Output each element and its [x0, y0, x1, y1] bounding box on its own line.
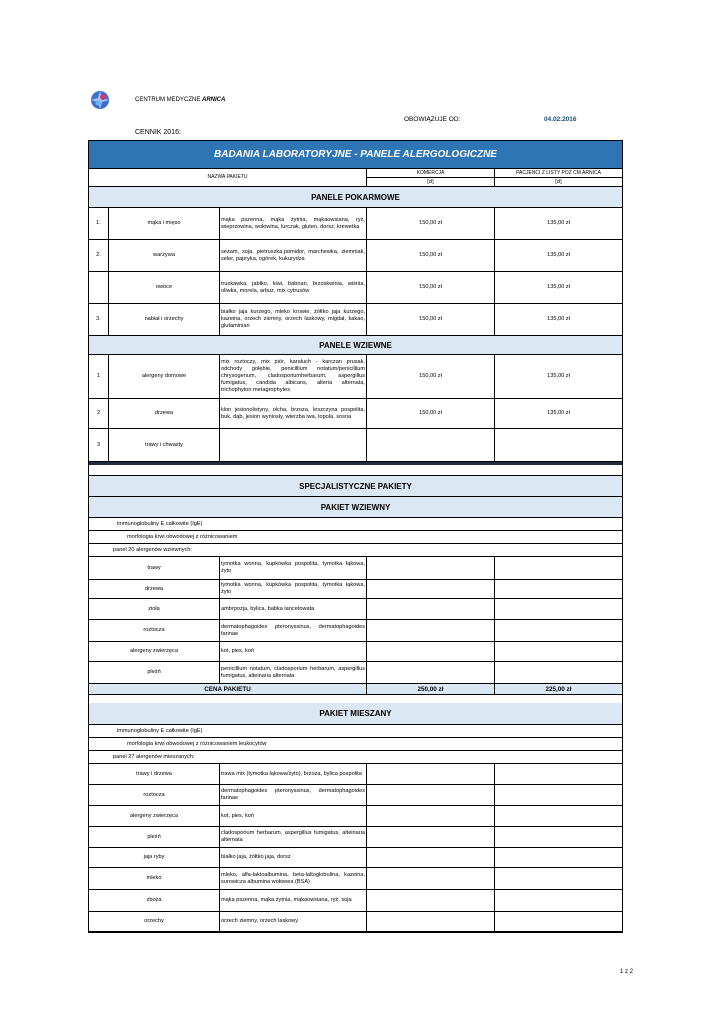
allergen-group: zboża — [89, 890, 220, 912]
price-commercial — [367, 912, 495, 932]
valid-from-label: OBOWIĄZUJE OD: — [404, 116, 461, 123]
allergen-description: trawa mix (tymotka łąkowa/żyto), brzoza, bylica pospolita — [220, 764, 367, 785]
col-package-name: NAZWA PAKIETU — [89, 169, 367, 187]
price-commercial — [367, 642, 495, 662]
panel-description: mix roztoczy, mix piór, karaluch - karczan prusak, odchody gołębie, penicillium notatum/penicillium chrysogenum, cladosporiumherbarum, aspergillus fumigatus, candida albicans, alteria alternata, trichophyton metagrophytes — [220, 355, 367, 399]
allergen-group: roztocza — [89, 785, 220, 806]
allergen-group: pleśń — [89, 827, 220, 848]
price-commercial — [367, 890, 495, 912]
allergen-group: alergeny zwierzęca — [89, 642, 220, 662]
package-line: immunoglobuliny E całkowite (IgE) — [89, 518, 622, 531]
allergen-description: cladosporium herbarum, aspergillus fumigatus, alteinaria alternata — [220, 827, 367, 848]
panel-name: drzewa — [109, 399, 220, 429]
spacer-row — [89, 465, 622, 476]
allergen-group: jaja ryby — [89, 848, 220, 868]
allergen-description: tymotka wonna, kupkówka pospolita, tymotka łąkowa, żyto — [220, 557, 367, 580]
allergen-description: tymotka wonna, kupkówka pospolita, tymotka łąkowa, żyto — [220, 580, 367, 599]
package-price-label: CENA PAKIETU — [89, 684, 367, 695]
allergen-group: pleśń — [89, 662, 220, 684]
package-line: morfologia krwi obwodowej z różnicowaniem — [89, 531, 622, 544]
page-title: BADANIA LABORATORYJNE - PANELE ALERGOLOGICZNE — [89, 141, 622, 169]
allergen-group: mleko — [89, 868, 220, 890]
arnica-logo — [90, 90, 110, 110]
price-patients: 135,00 zł — [495, 304, 622, 336]
allergen-description: kot, pies, koń — [220, 642, 367, 662]
panel-name: mąka i mięso — [109, 208, 220, 240]
inhal-panels-heading: PANELE WZIEWNE — [89, 336, 622, 355]
row-number: 1 — [89, 355, 109, 399]
package-price-commercial: 250,00 zł — [367, 684, 495, 695]
price-patients: 135,00 zł — [495, 355, 622, 399]
package-line: panel 27 alergenów mieszanych: — [89, 751, 622, 764]
price-commercial: 150,00 zł — [367, 272, 495, 304]
col-patients-unit: [zł] — [495, 178, 622, 187]
panel-description: truskawka, jabłko, kiwi, babnan, brzoskwinia, wiśnia, oliwka, morela, arbuz, mix cytrusów — [220, 272, 367, 304]
panel-name: owoce — [109, 272, 220, 304]
price-patients: 135,00 zł — [495, 208, 622, 240]
package-line: panel 20 alergenów wziewnych: — [89, 544, 622, 557]
price-commercial: 150,00 zł — [367, 304, 495, 336]
panel-description: białko jaja kurzego, mleko krowie, żółtko jaja kurzego, kazeina, orzech ziemny, orzech laskowy, migdał, kakao, glutaminian — [220, 304, 367, 336]
panel-description — [220, 429, 367, 462]
allergen-description: mąka pszenna, mąka żytnia, mąkaowsiana, ryż, soja — [220, 890, 367, 912]
package-price-patients: 225,00 zł — [495, 684, 622, 695]
allergen-description: białko jaja, żółtko jaja, dorsz — [220, 848, 367, 868]
price-commercial — [367, 827, 495, 848]
valid-from-date: 04.02.2016 — [544, 116, 577, 123]
price-patients — [495, 868, 622, 890]
price-patients — [495, 912, 622, 932]
panel-name: alergeny domowe — [109, 355, 220, 399]
price-commercial — [367, 662, 495, 684]
panel-name: nabiał i orzechy — [109, 304, 220, 336]
food-panels-heading: PANELE POKARMOWE — [89, 187, 622, 208]
price-patients — [495, 662, 622, 684]
allergen-group: trawy i drzewa — [89, 764, 220, 785]
price-commercial — [367, 764, 495, 785]
price-commercial: 150,00 zł — [367, 399, 495, 429]
panel-description: sezam, soja, pietruszka,pomidor, marchewka, ziemniak, seler, papryka, ogórek, kukurydza — [220, 240, 367, 272]
row-number: 3. — [89, 304, 109, 336]
price-patients — [495, 557, 622, 580]
price-commercial: 150,00 zł — [367, 208, 495, 240]
row-number: 1. — [89, 208, 109, 240]
price-patients: 135,00 zł — [495, 272, 622, 304]
page-number: 1 z 2 — [620, 969, 634, 975]
price-commercial — [367, 620, 495, 642]
price-patients — [495, 620, 622, 642]
price-commercial — [367, 580, 495, 599]
price-list-label: CENNIK 2016: — [135, 129, 181, 136]
allergen-description: dermatophagoides pteronyssinus, dermatophagoides farinae — [220, 785, 367, 806]
price-patients — [495, 642, 622, 662]
price-patients — [495, 827, 622, 848]
col-commercial: KOMERCJA — [367, 169, 495, 178]
price-commercial: 150,00 zł — [367, 355, 495, 399]
row-number: 2. — [89, 240, 109, 272]
price-commercial — [367, 429, 495, 462]
price-patients — [495, 785, 622, 806]
allergen-group: trawy — [89, 557, 220, 580]
row-number: 2 — [89, 399, 109, 429]
package-line: immunoglobuliny E całkowite (IgE) — [89, 725, 622, 738]
price-commercial — [367, 806, 495, 827]
center-name: CENTRUM MEDYCZNE ARNICA — [135, 97, 226, 103]
mixed-package-heading: PAKIET MIESZANY — [89, 703, 622, 725]
panel-description: mąka pszenna, mąka żytnia, mąkaowsiana, ryż, wieprzowina, wołowina, lurczak, gluten, dorsz, krewetka — [220, 208, 367, 240]
price-table — [88, 140, 623, 933]
package-line: morfologia krwi obwodowej z różnicowaniem leukocytów — [89, 738, 622, 751]
panel-name: trawy i chwasty — [109, 429, 220, 462]
price-commercial — [367, 848, 495, 868]
price-patients — [495, 890, 622, 912]
allergen-description: kot, pies, koń — [220, 806, 367, 827]
allergen-description: dermatophagoides pteronyssinus, dermatophagoides farinae — [220, 620, 367, 642]
col-commercial-unit: [zł] — [367, 178, 495, 187]
panel-name: warzywa — [109, 240, 220, 272]
price-patients — [495, 764, 622, 785]
row-number: 3 — [89, 429, 109, 462]
price-commercial — [367, 785, 495, 806]
allergen-description: penicillium notatum, cladosporium herbarum, aspergillus fumigatus, alteinaria alternata — [220, 662, 367, 684]
allergen-description: mleko, alfa-laktoalbumina, beta-laltoglobulina, kazeina, surowicza albumina wołowea (BSA) — [220, 868, 367, 890]
price-patients — [495, 580, 622, 599]
allergen-group: alergeny zwierzęca — [89, 806, 220, 827]
allergen-description: orzech ziemny, orzech laskowy — [220, 912, 367, 932]
price-patients — [495, 429, 622, 462]
allergen-group: roztocza — [89, 620, 220, 642]
row-number — [89, 272, 109, 304]
price-commercial — [367, 599, 495, 620]
special-packages-heading: SPECJALISTYCZNE PAKIETY — [89, 476, 622, 497]
price-commercial — [367, 868, 495, 890]
price-patients — [495, 848, 622, 868]
allergen-group: orzechy — [89, 912, 220, 932]
allergen-group: zioła — [89, 599, 220, 620]
price-patients: 135,00 zł — [495, 240, 622, 272]
allergen-group: drzewa — [89, 580, 220, 599]
price-commercial — [367, 557, 495, 580]
price-patients — [495, 599, 622, 620]
inhal-package-heading: PAKIET WZIEWNY — [89, 497, 622, 518]
allergen-description: ambrpozja, bylica, babka lancetowata — [220, 599, 367, 620]
panel-description: klon jesionolistyny, olcha, brzoza, leszczyna pospolita, buk, dąb, jesion wyniosły, wierzba iwa, topola, sosna — [220, 399, 367, 429]
price-commercial: 150,00 zł — [367, 240, 495, 272]
price-patients: 135,00 zł — [495, 399, 622, 429]
price-patients — [495, 806, 622, 827]
col-patients: PACJENCI Z LISTY POZ CM ARNICA — [495, 169, 622, 178]
